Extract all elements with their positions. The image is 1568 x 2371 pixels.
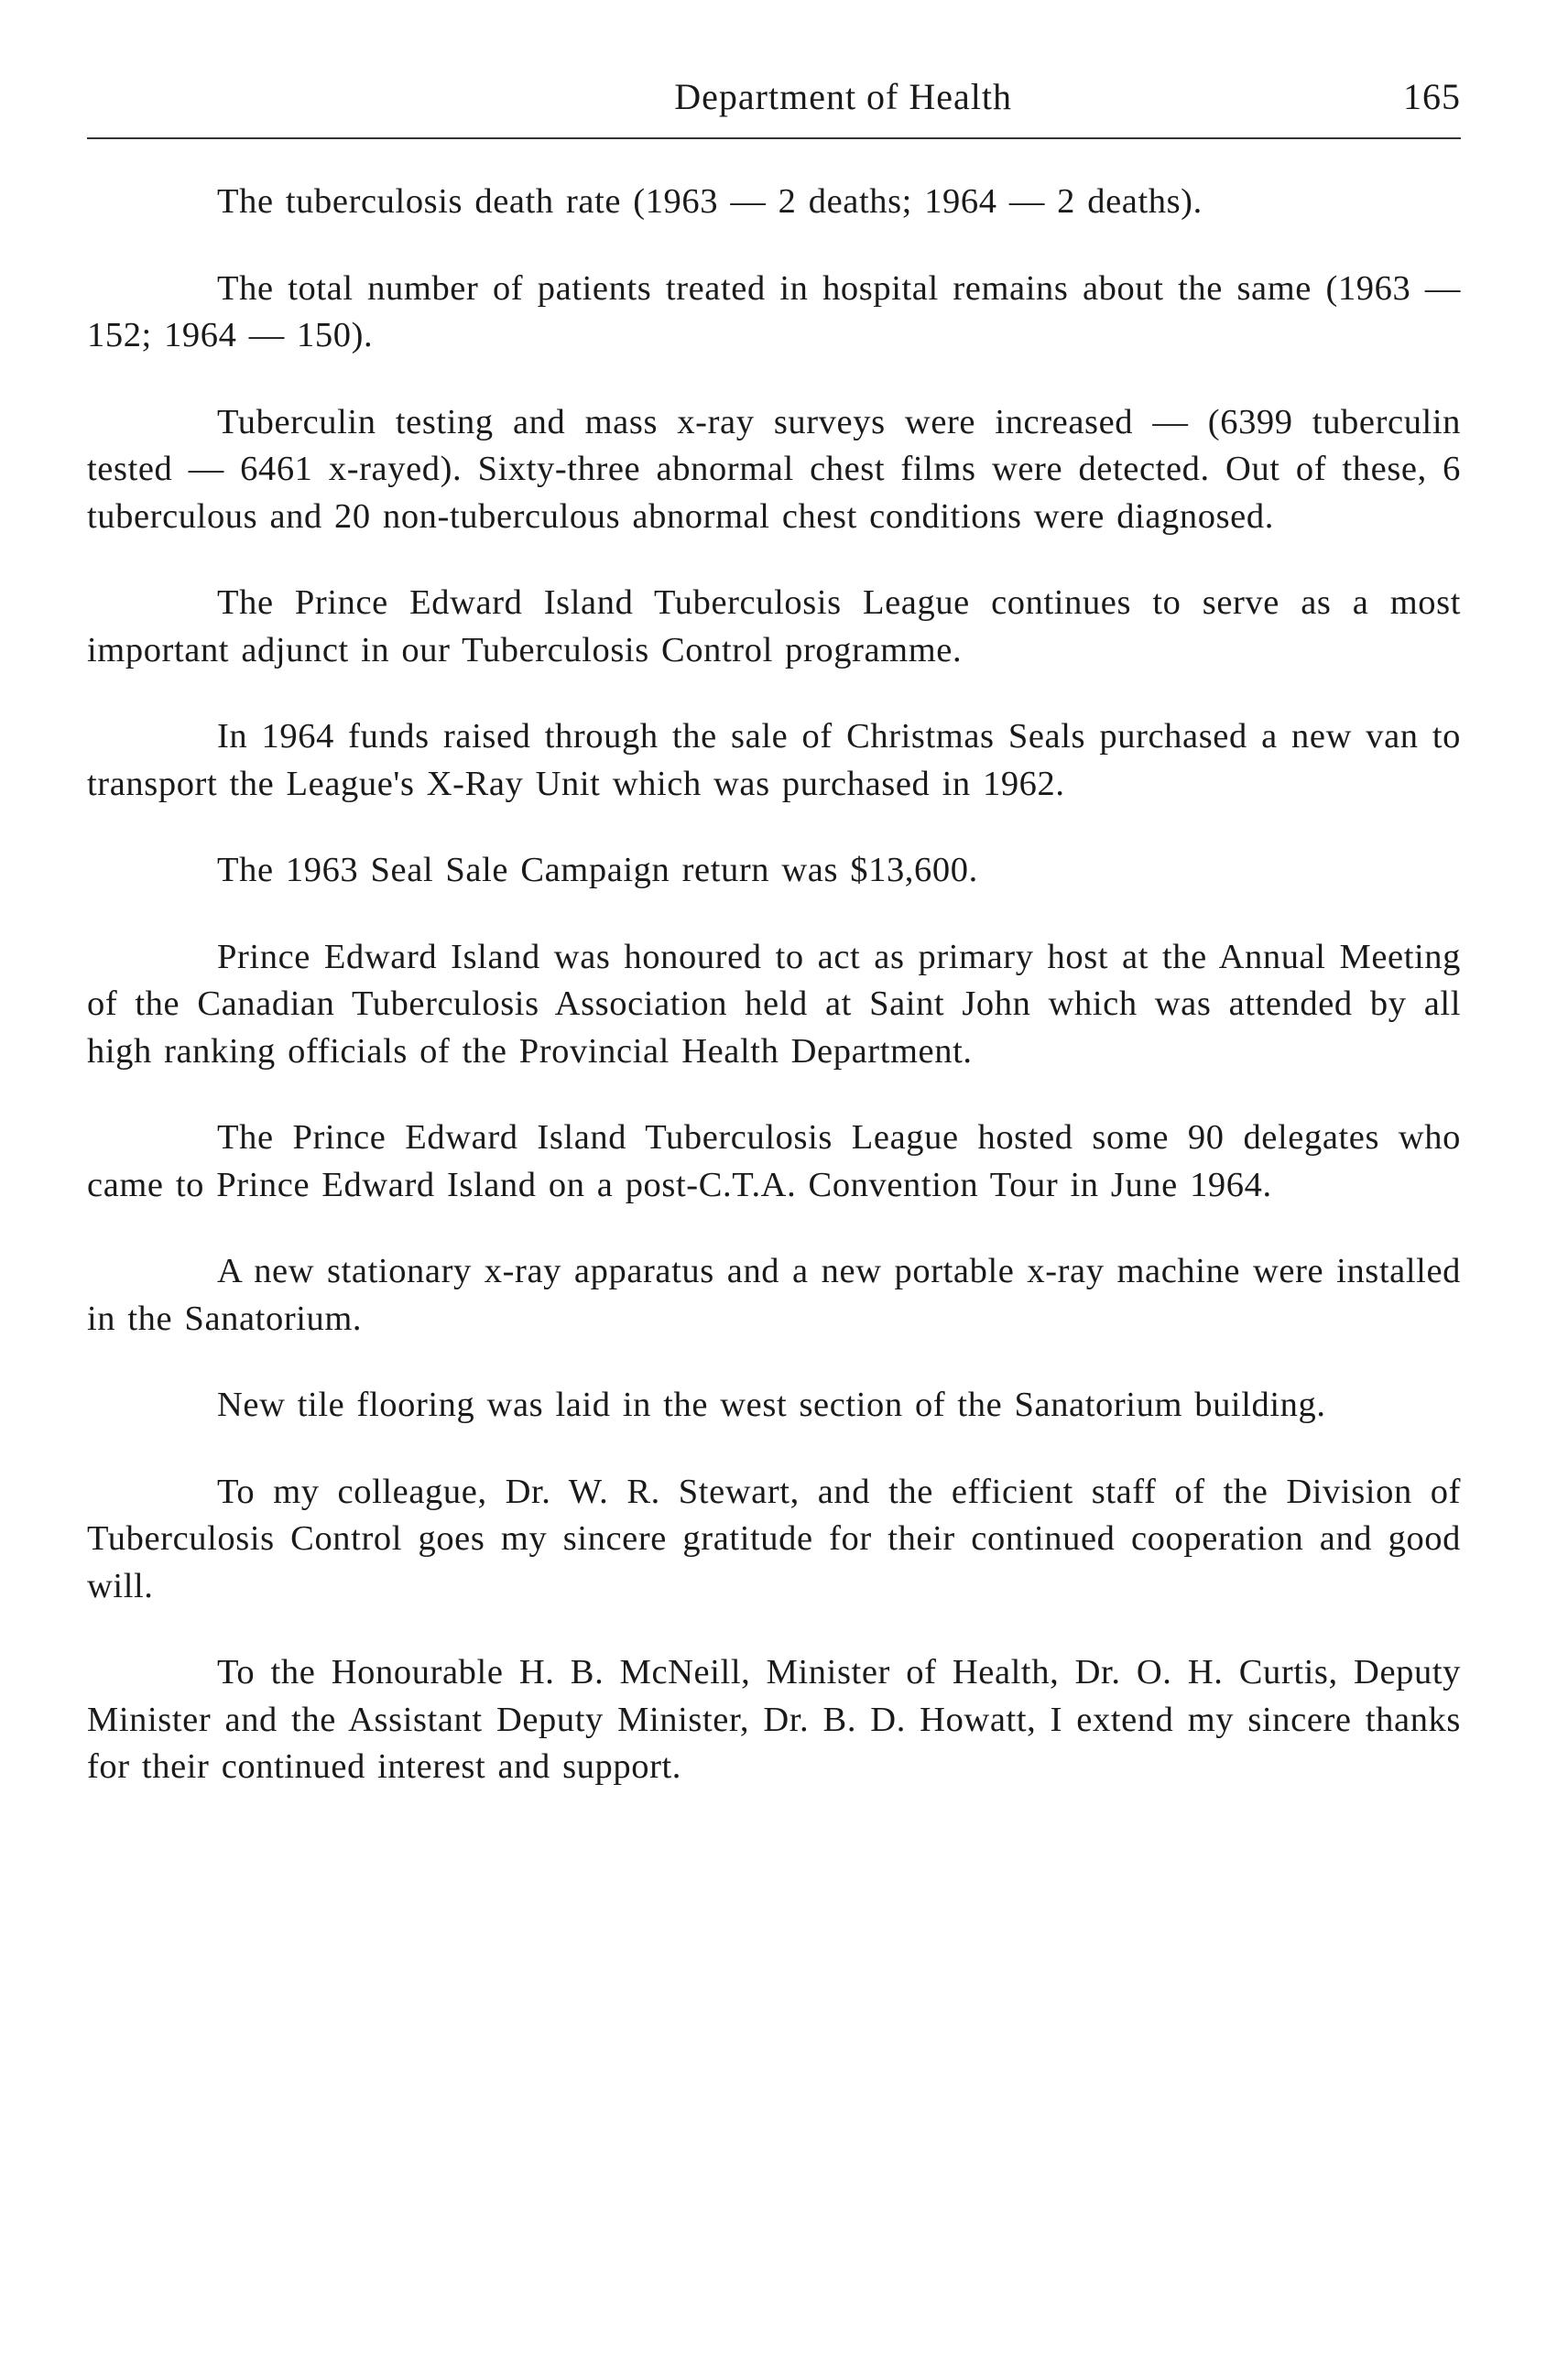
running-title: Department of Health — [674, 76, 1012, 117]
paragraph-tile-flooring: New tile flooring was laid in the west section of the Sanatorium building. — [217, 1386, 1326, 1424]
header-rule — [87, 137, 1461, 139]
paragraph-death-rate: The tuberculosis death rate (1963 — 2 deaths; 1964 — 2 deaths). — [217, 182, 1203, 221]
paragraph-minister-thanks: To the Honourable H. B. McNeill, Minister of Health, Dr. O. H. Curtis, Deputy Minister and the Assistant Deputy Minister, Dr. B. D. Howatt, I extend my sincere thanks for their continued interest and support. — [87, 1653, 1461, 1786]
paragraph-tuberculosis-league: The Prince Edward Island Tuberculosis League continues to serve as a most important adjunct in our Tuberculosis Control programme. — [87, 583, 1461, 669]
paragraph-seal-sale: The 1963 Seal Sale Campaign return was $13,600. — [217, 851, 978, 889]
page-number: 165 — [1403, 76, 1461, 117]
paragraph-patients-treated: The total number of patients treated in hospital remains about the same (1963 — 152; 1964 — 150). — [87, 268, 1461, 354]
paragraph-convention-tour: The Prince Edward Island Tuberculosis League hosted some 90 delegates who came to Prince Edward Island on a post-C.T.A. Convention Tour in June 1964. — [87, 1118, 1461, 1204]
paragraph-christmas-seals: In 1964 funds raised through the sale of Christmas Seals purchased a new van to transport the League's X-Ray Unit which was purchased in 1962. — [87, 717, 1461, 803]
paragraph-colleague-thanks: To my colleague, Dr. W. R. Stewart, and the efficient staff of the Division of Tuberculosis Control goes my sincere gratitude for their continued cooperation and good will. — [87, 1472, 1461, 1605]
page-header — [87, 75, 1461, 130]
paragraph-xray-apparatus: A new stationary x-ray apparatus and a new portable x-ray machine were installed in the Sanatorium. — [87, 1252, 1461, 1338]
paragraph-tuberculin-testing: Tuberculin testing and mass x-ray surveys were increased — (6399 tuberculin tested — 6461 x-rayed). Sixty-three abnormal chest films were detected. Out of these, 6 tuberculous and 20 non-tuberculous abnormal chest conditions were diagnosed. — [87, 402, 1461, 536]
paragraph-annual-meeting: Prince Edward Island was honoured to act as primary host at the Annual Meeting of the Canadian Tuberculosis Association held at Saint John which was attended by all high ranking officials of the Provincial Health Department. — [87, 937, 1461, 1071]
body-text — [87, 179, 1461, 1831]
